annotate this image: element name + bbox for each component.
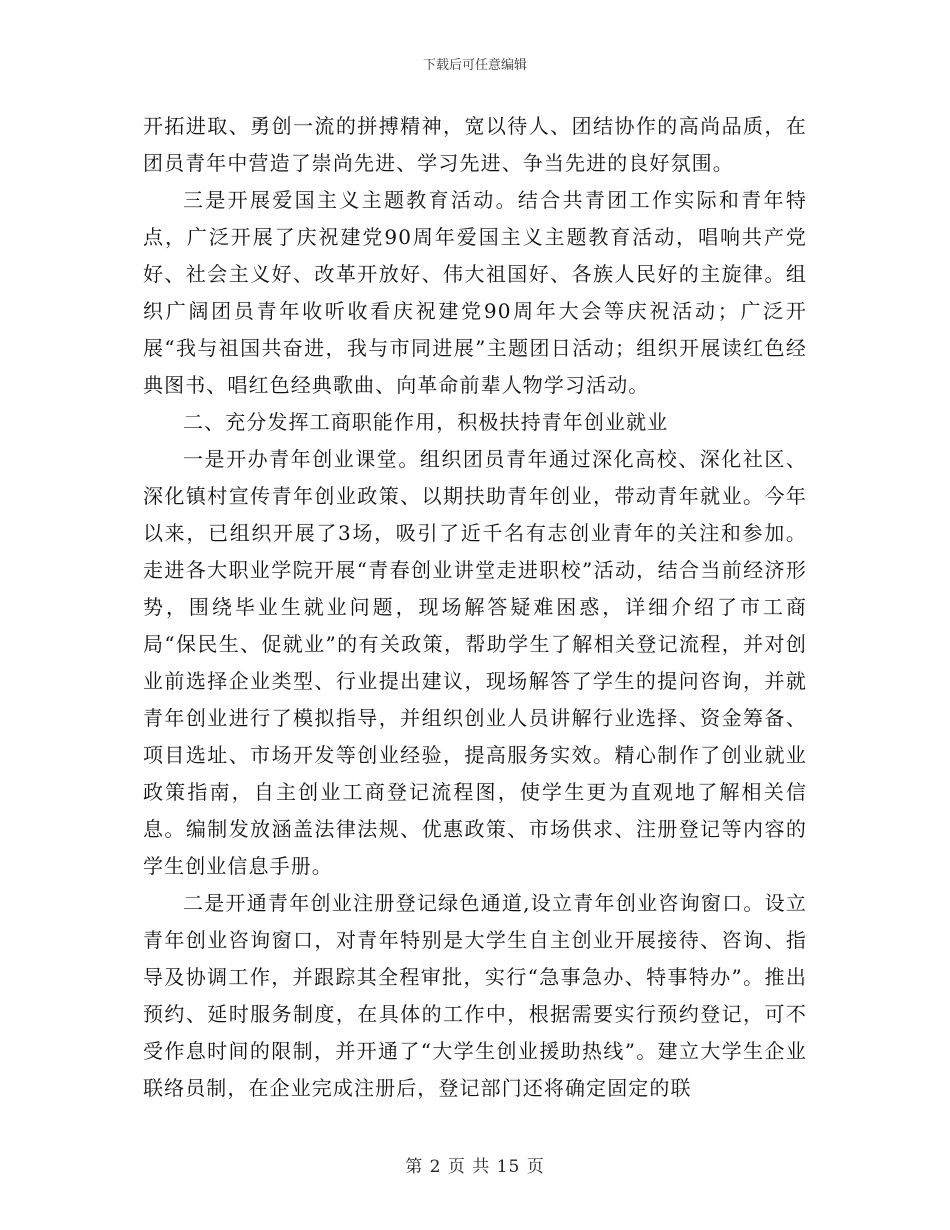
page-number: 第 2 页 共 15 页 (405, 1157, 545, 1177)
page-footer (0, 1152, 950, 1177)
paragraph-green-channel: 二是开通青年创业注册登记绿色通道,设立青年创业咨询窗口。设立青年创业咨询窗口，对青年特别是大学生自主创业开展接待、咨询、指导及协调工作，并跟踪其全程审批，实行“急事急办、特事特办”。推出预约、延时服务制度，在具体的工作中，根据需要实行预约登记，可不受作息时间的限制，并开通了“大学生创业援助热线”。建立大学生企业联络员制，在企业完成注册后，登记部门还将确定固定的联 (143, 891, 807, 1100)
header-note: 下载后可任意编辑 (422, 58, 527, 73)
section-heading: 二、充分发挥工商职能作用，积极扶持青年创业就业 (183, 410, 669, 434)
paragraph-patriotic-education: 三是开展爱国主义主题教育活动。结合共青团工作实际和青年特点，广泛开展了庆祝建党90周年爱国主义主题教育活动，唱响共产党好、社会主义好、改革开放好、伟大祖国好、各族人民好的主旋律。组织广阔团员青年收听收看庆祝建党90周年大会等庆祝活动；广泛开展“我与祖国共奋进，我与市同进展”主题团日活动；组织开展读红色经典图书、唱红色经典歌曲、向革命前辈人物学习活动。 (143, 188, 807, 397)
page-header (0, 54, 950, 73)
paragraph-entrepreneurship-class: 一是开办青年创业课堂。组织团员青年通过深化高校、深化社区、深化镇村宣传青年创业政策、以期扶助青年创业，带动青年就业。今年以来，已组织开展了3场，吸引了近千名有志创业青年的关注和参加。走进各大职业学院开展“青春创业讲堂走进职校”活动，结合当前经济形势，围绕毕业生就业问题，现场解答疑难困惑，详细介绍了市工商局“保民生、促就业”的有关政策，帮助学生了解相关登记流程，并对创业前选择企业类型、行业提出建议，现场解答了学生的提问咨询，并就青年创业进行了模拟指导，并组织创业人员讲解行业选择、资金筹备、项目选址、市场开发等创业经验，提高服务实效。精心制作了创业就业政策指南，自主创业工商登记流程图，使学生更为直观地了解相关信息。编制发放涵盖法律法规、优惠政策、市场供求、注册登记等内容的学生创业信息手册。 (143, 447, 807, 878)
paragraph-continuation: 开拓进取、勇创一流的拼搏精神，宽以待人、团结协作的高尚品质，在团员青年中营造了崇尚先进、学习先进、争当先进的良好氛围。 (143, 114, 807, 175)
document-body (143, 108, 807, 1107)
